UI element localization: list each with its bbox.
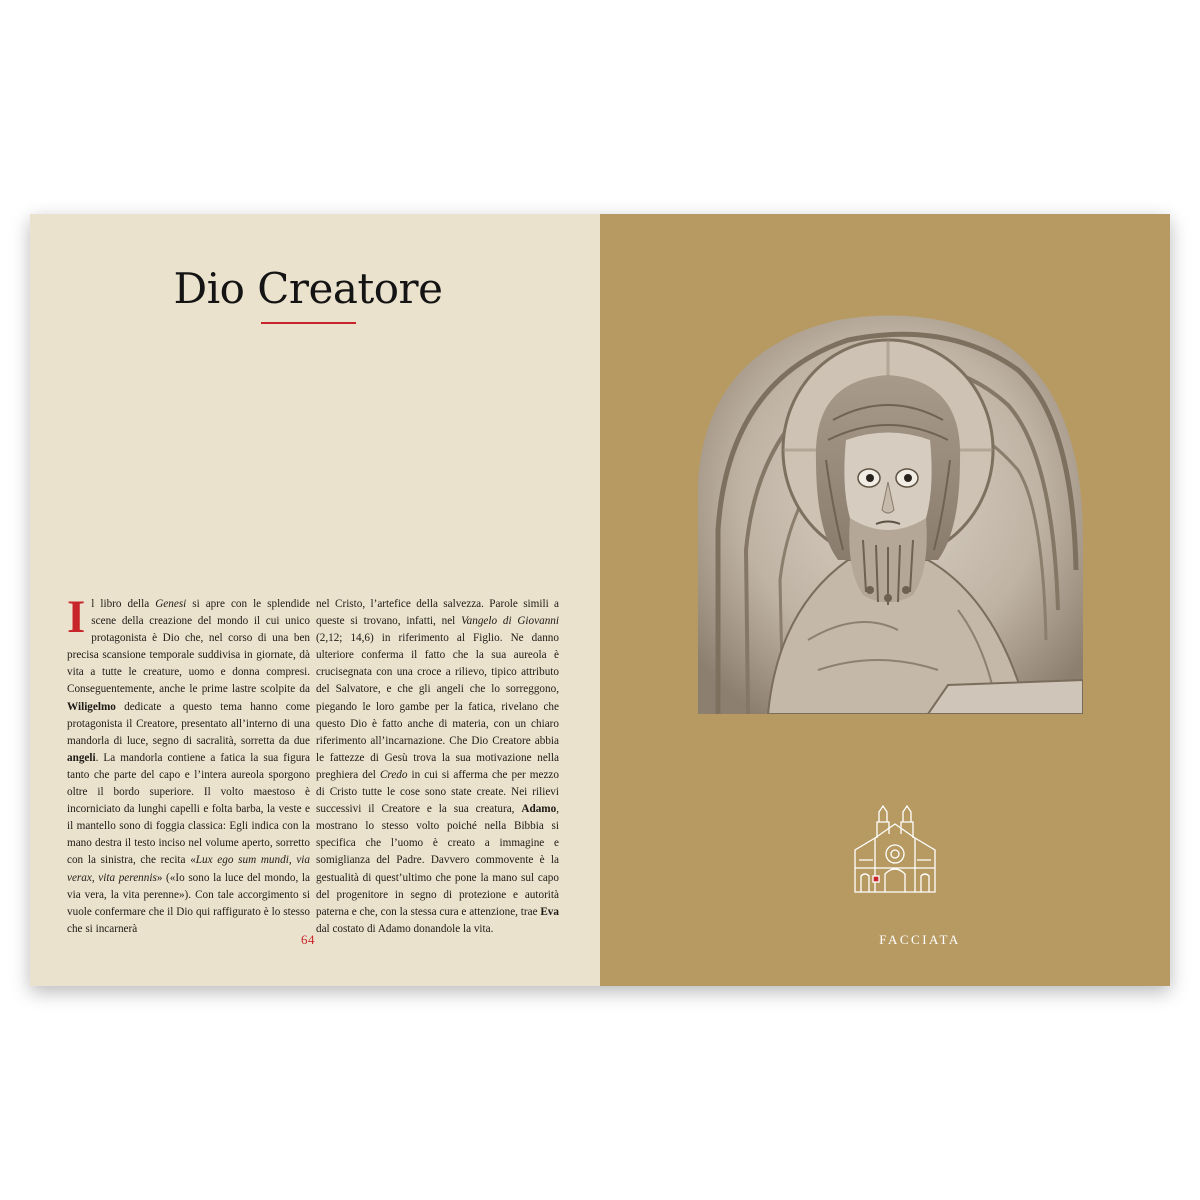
italic-text-run: Credo [379,768,408,781]
text-run: l libro della [91,598,156,610]
bold-text-run: Adamo [521,803,557,816]
page-number: 64 [301,932,315,947]
text-run: , mostrano lo stesso volto poiché nella Bibbia si specifica che l’uomo è creato a immagine e somiglianza del Padre. Davvero commovente è la gestualità di quest’ultimo che pone la mano sul capo del progenitore in segno di protezione e autorità paterna e che, con la stessa cura e attenzione, trae [316,803,559,918]
section-label: FACCIATA [879,932,961,947]
text-run: . La mandorla contiene a fatica la sua figura tanto che parte del capo e l’intera aureola sporgono oltre il bordo superiore. Il volto maestoso è incorniciato da lunghi capelli e folta barba, la veste e il mantello sono di foggia classica: Egli indica con la mano destra il testo inciso nel volume aperto, sorretto con la sinistra, che recita « [67,751,310,867]
text-run: (2,12; 14,6) in riferimento al Figlio. Ne danno ulteriore conferma il fatto che la sua aureola è crucisegnata con una croce a rilievo, tipico attributo del Salvatore, e che gli angeli che lo sorreggono, piegando le loro gambe per la fatica, rivelano che questo Dio è fatto anche di materia, con un chiaro riferimento all’incarnazione. Che Dio Creatore abbia le fattezze di Gesù trova la sua motivazione nella preghiera del [316,632,559,781]
text-run: » («Io sono la luce del mondo, la via vera, la vita perenne»). Con tale accorgimento si vuole confermare che il Dio qui raffigurato è lo stesso che si incarnerà [67,871,310,935]
bold-text-run: Eva [540,905,559,918]
text-run: nel Cristo, l’artefice della salvezza. Parole simili a queste si trovano, infatti, nel [316,598,559,628]
stone-relief-photo [698,310,1083,714]
italic-text-run: Lux ego sum mundi, via verax, vita perennis [67,854,310,884]
title-underline [261,322,356,324]
cathedral-facade-icon [849,802,941,894]
left-page [30,214,600,986]
book-spread [30,214,1170,986]
text-run: si apre con le splendide scene della creazione del mondo il cui unico protagonista è Dio che, nel corso di una ben precisa scansione temporale suddivisa in giornate, dà vita a tutte le creature, uomo e donna compresi. Conseguentemente, anche le prime lastre scolpite da [67,598,310,696]
drop-cap: I [67,591,86,643]
column-2-text [316,598,559,935]
bold-text-run: Wiligelmo [67,700,116,713]
column-1-text [67,591,310,935]
right-page [600,214,1170,986]
text-column-2 [316,596,559,938]
text-run: dal costato di Adamo donandole la vita. [316,922,494,935]
bold-text-run: angeli [67,751,96,764]
text-run: dedicate a questo tema hanno come protagonista il Creatore, presentato all’interno di una mandorla di luce, segno di sacralità, sorretta da due [67,700,310,747]
page-title: Dio Creatore [173,264,443,313]
italic-text-run: Genesi [155,598,187,610]
text-run: in cui si afferma che per mezzo di Cristo tutte le cose sono state create. Nei rilievi successivi il Creatore e la sua creatura, [316,768,559,816]
italic-text-run: Vangelo di Giovanni [461,615,559,628]
text-column-1 [67,591,310,938]
